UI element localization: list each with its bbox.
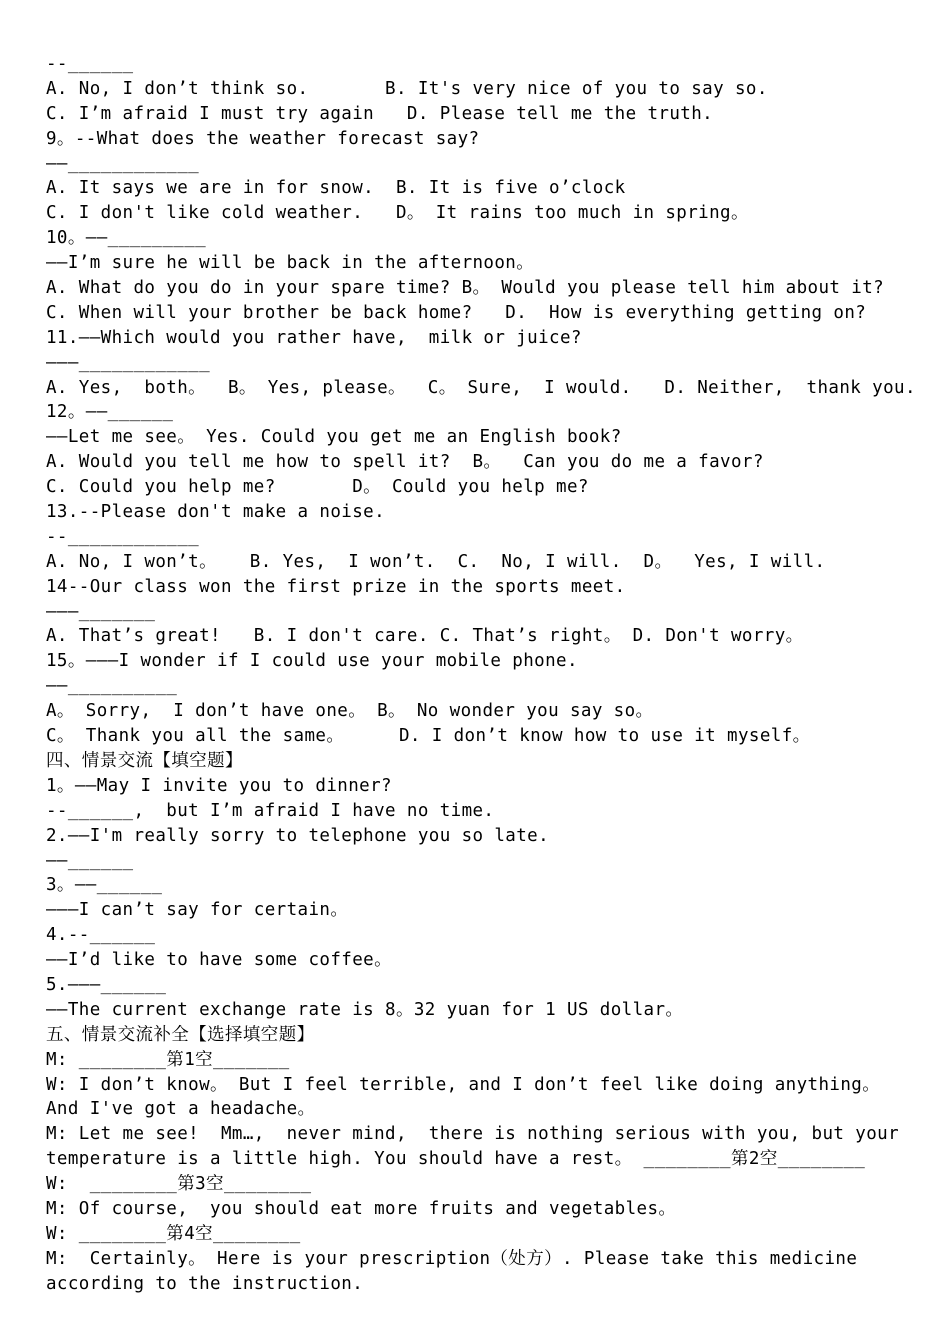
text-line: temperature is a little high. You should have a rest。 ________第2空________: [46, 1149, 866, 1170]
text-line: A. That’s great! B. I don't care. C. That’s right。 D. Don't worry。: [46, 626, 804, 647]
text-line: A. What do you do in your spare time? B。 Would you please tell him about it?: [46, 278, 885, 299]
text-line: ——The current exchange rate is 8。32 yuan for 1 US dollar。: [46, 999, 684, 1020]
text-line: 五、情景交流补全【选择填空题】: [46, 1024, 315, 1045]
text-line: 13.--Please don't make a noise.: [46, 502, 386, 523]
text-line: M: ________第1空_______: [46, 1049, 290, 1070]
text-line: A. No, I won’t。 B. Yes, I won’t. C. No, I will. D。 Yes, I will.: [46, 551, 826, 572]
text-line: And I've got a headache。: [46, 1099, 316, 1120]
text-line: ——______: [46, 850, 134, 871]
text-line: C. Could you help me? D。 Could you help me?: [46, 477, 589, 498]
text-line: C. I don't like cold weather. D。 It rains too much in spring。: [46, 203, 749, 224]
text-line: 3。——______: [46, 875, 163, 896]
text-line: 12。——______: [46, 402, 174, 423]
text-line: 10。——_________: [46, 228, 207, 249]
text-line: --______: [46, 54, 134, 74]
text-line: ——I’d like to have some coffee。: [46, 950, 392, 971]
text-line: 9。--What does the weather forecast say?: [46, 128, 480, 149]
text-line: ———____________: [46, 352, 211, 373]
text-line: C。 Thank you all the same。 D. I don’t know how to use it myself。: [46, 726, 811, 747]
text-line: ——____________: [46, 153, 200, 174]
text-line: A。 Sorry, I don’t have one。 B。 No wonder you say so。: [46, 701, 654, 722]
text-line: according to the instruction.: [46, 1273, 364, 1294]
text-line: ——__________: [46, 676, 178, 697]
text-line: --____________: [46, 526, 200, 547]
text-line: A. No, I don’t think so. B. It's very nice of you to say so.: [46, 78, 768, 99]
text-line: A. Would you tell me how to spell it? B。 Can you do me a favor?: [46, 452, 764, 473]
text-line: W: ________第4空________: [46, 1223, 301, 1244]
exercise-document: [46, 52, 926, 1297]
text-line: M: Let me see! Mm…, never mind, there is nothing serious with you, but your: [46, 1124, 899, 1145]
text-line: ——Let me see。 Yes. Could you get me an English book?: [46, 427, 622, 448]
text-line: 1。——May I invite you to dinner?: [46, 775, 392, 796]
text-line: 四、情景交流【填空题】: [46, 750, 243, 771]
text-line: M: Certainly。 Here is your prescription（处方）. Please take this medicine: [46, 1248, 858, 1269]
text-line: ———_______: [46, 601, 156, 622]
text-line: A. It says we are in for snow. B. It is five o’clock: [46, 178, 626, 199]
text-line: ———I can’t say for certain。: [46, 900, 349, 921]
text-line: W: I don’t know。 But I feel terrible, and I don’t feel like doing anything。: [46, 1074, 881, 1095]
text-line: 4.--______: [46, 925, 156, 946]
text-line: ——I’m sure he will be back in the afternoon。: [46, 253, 535, 274]
text-line: 15。———I wonder if I could use your mobile phone.: [46, 651, 578, 672]
text-line: 11.——Which would you rather have, milk or juice?: [46, 327, 582, 348]
text-line: C. When will your brother be back home? D. How is everything getting on?: [46, 302, 867, 323]
text-line: M: Of course, you should eat more fruits and vegetables。: [46, 1198, 677, 1219]
text-line: --______, but I’m afraid I have no time.: [46, 800, 495, 821]
text-line: W: ________第3空________: [46, 1174, 312, 1195]
text-line: 5.———______: [46, 974, 167, 995]
text-line: A. Yes, both。 B。 Yes, please。 C。 Sure, I would. D. Neither, thank you.: [46, 377, 916, 398]
text-line: 2.——I'm really sorry to telephone you so late.: [46, 825, 550, 846]
text-line: C. I’m afraid I must try again D. Please tell me the truth.: [46, 103, 714, 124]
text-line: 14--Our class won the first prize in the sports meet.: [46, 576, 626, 597]
